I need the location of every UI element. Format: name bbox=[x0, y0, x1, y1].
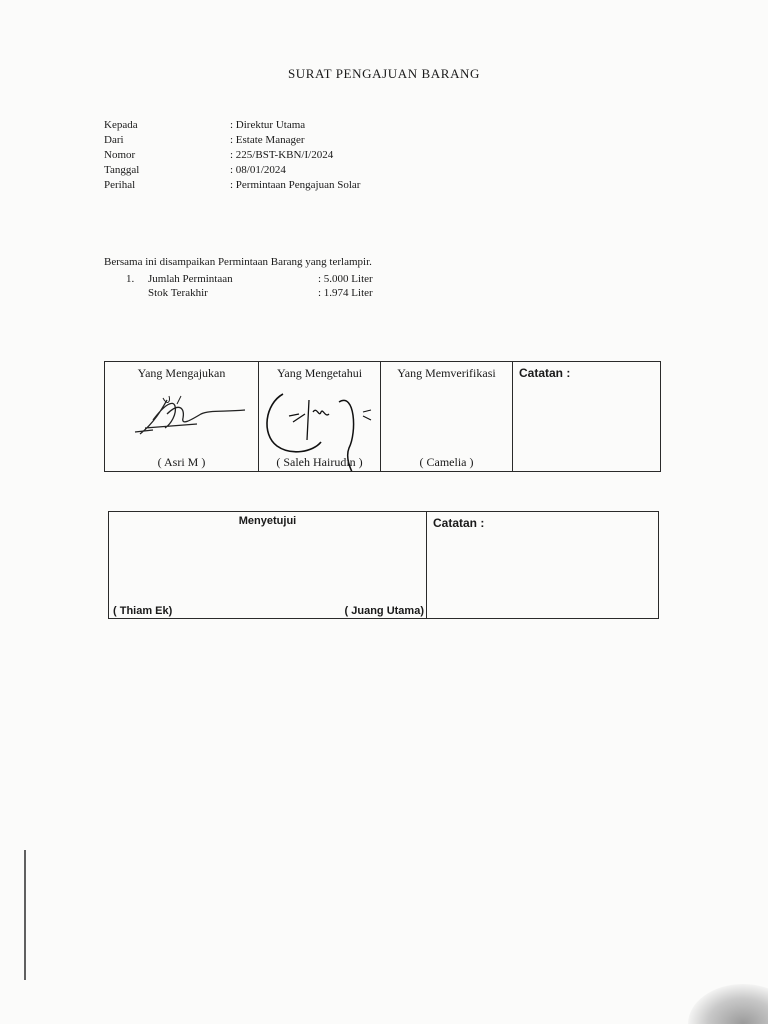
scan-corner-shadow bbox=[688, 984, 768, 1024]
meta-value: : Permintaan Pengajuan Solar bbox=[230, 179, 361, 191]
intro-text: Bersama ini disampaikan Permintaan Barang yang terlampir. bbox=[104, 256, 372, 268]
document-title: SURAT PENGAJUAN BARANG bbox=[287, 66, 481, 81]
verifier-heading: Yang Memverifikasi bbox=[397, 366, 496, 380]
verifier-name: ( Camelia ) bbox=[419, 455, 474, 469]
acknowledger-cell bbox=[259, 362, 381, 472]
meta-label: Dari bbox=[104, 134, 124, 146]
meta-value: : 225/BST-KBN/I/2024 bbox=[230, 149, 334, 161]
notes-heading: Catatan : bbox=[519, 366, 571, 380]
notes-cell bbox=[513, 362, 661, 472]
approval-heading: Menyetujui bbox=[238, 515, 297, 527]
request-label: Jumlah Permintaan bbox=[148, 273, 233, 285]
request-number bbox=[126, 286, 148, 300]
approver-name-left: ( Thiam Ek) bbox=[113, 605, 173, 617]
request-value: : 1.974 Liter bbox=[318, 287, 373, 299]
approval-cell bbox=[109, 512, 427, 619]
request-item bbox=[126, 272, 373, 286]
request-value: : 5.000 Liter bbox=[318, 273, 373, 285]
request-number: 1. bbox=[126, 273, 135, 285]
meta-row-date bbox=[104, 163, 360, 178]
meta-row-to bbox=[104, 118, 360, 133]
request-list bbox=[126, 272, 373, 300]
meta-row-from bbox=[104, 133, 360, 148]
applicant-name: ( Asri M ) bbox=[157, 455, 206, 469]
meta-label: Nomor bbox=[104, 149, 136, 161]
acknowledger-heading: Yang Mengetahui bbox=[276, 366, 363, 380]
meta-row-subject bbox=[104, 178, 360, 193]
meta-value: : 08/01/2024 bbox=[230, 164, 286, 176]
meta-value: : Direktur Utama bbox=[230, 119, 306, 131]
letter-metadata bbox=[104, 118, 360, 193]
request-item bbox=[126, 286, 373, 300]
approval-table bbox=[108, 511, 659, 619]
meta-row-number bbox=[104, 148, 360, 163]
meta-label: Kepada bbox=[104, 119, 138, 131]
meta-label: Perihal bbox=[104, 179, 136, 191]
approver-name-right: ( Juang Utama) bbox=[344, 605, 424, 617]
meta-value: : Estate Manager bbox=[230, 134, 305, 146]
approval-notes-heading: Catatan : bbox=[433, 516, 485, 530]
request-label: Stok Terakhir bbox=[148, 287, 208, 299]
meta-label: Tanggal bbox=[104, 164, 140, 176]
acknowledger-name: ( Saleh Hairudin ) bbox=[276, 455, 363, 469]
applicant-cell bbox=[105, 362, 259, 472]
approval-notes-cell bbox=[427, 512, 659, 619]
signature-table bbox=[104, 361, 661, 472]
scan-edge-line bbox=[24, 850, 26, 980]
applicant-heading: Yang Mengajukan bbox=[137, 366, 226, 380]
verifier-cell bbox=[381, 362, 513, 472]
